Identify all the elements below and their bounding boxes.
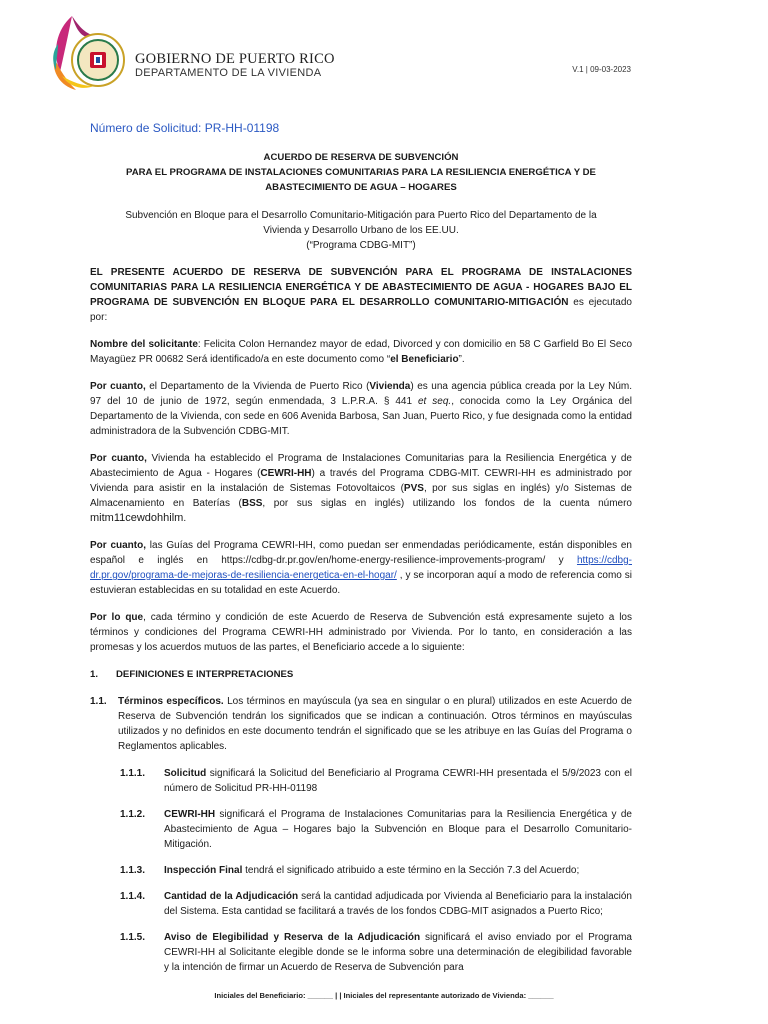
beneficiary-term: el Beneficiario (390, 354, 459, 365)
subtitle-line-2: Vivienda y Desarrollo Urbano de los EE.UU. (263, 225, 459, 236)
section-title: DEFINICIONES E INTERPRETACIONES (116, 669, 294, 680)
whereas-paragraph-1 (90, 379, 632, 439)
definition-number: 1.1.3. (120, 865, 146, 876)
document-title (90, 150, 632, 195)
italic-term: et seq. (417, 396, 452, 407)
definition-number: 1.1.2. (120, 809, 146, 820)
document-subtitle (90, 208, 632, 253)
text-span: , por sus siglas en inglés) utilizando los fondos de la cuenta número (262, 498, 632, 509)
intro-paragraph (90, 265, 632, 325)
account-number: mitm11cewdohhilm (90, 512, 184, 524)
definition-number: 1.1.4. (120, 891, 146, 902)
text-span: , cada término y condición de este Acuerdo de Reserva de Subvención está expresamente sujeto a los términos y condiciones del Programa CEWRI-HH administrado por Vivienda. Por lo tanto, en consideración a las promesas y los acuerdos mutuos de las partes, el Beneficiario accede a lo siguiente: (90, 612, 632, 653)
whereas-paragraph-3 (90, 538, 632, 598)
government-name: GOBIERNO DE PUERTO RICO (135, 51, 335, 67)
title-line-1: ACUERDO DE RESERVA DE SUBVENCIÓN (263, 152, 459, 163)
whereas-paragraph-2 (90, 451, 632, 526)
text-span: el Departamento de la Vivienda de Puerto Rico ( (145, 381, 370, 392)
definition-text (164, 889, 632, 919)
applicant-label: Nombre del solicitante (90, 339, 198, 350)
subtitle-line-1: Subvención en Bloque para el Desarrollo Comunitario-Mitigación para Puerto Rico del Departamento de la (125, 210, 597, 221)
clause-1-1 (90, 694, 632, 754)
definition-item (120, 766, 632, 796)
title-line-3: ABASTECIMIENTO DE AGUA – HOGARES (265, 182, 457, 193)
initials-footer: Iniciales del Beneficiario: ______ | | Iniciales del representante autorizado de Vivienda: ______ (214, 991, 554, 1000)
document-body (90, 150, 632, 986)
intro-rest: es ejecutado por: (90, 297, 632, 323)
text-span: , y se incorporan aquí a modo de referencia como si estuvieran establecidas en su totalidad en este Acuerdo. (90, 570, 632, 596)
application-number: Número de Solicitud: PR-HH-01198 (90, 121, 280, 135)
therefore-lead: Por lo que (90, 612, 144, 623)
bold-term: PVS (403, 483, 424, 494)
version-label: V.1 | 09-03-2023 (572, 65, 631, 74)
text-span: , conocida como la Ley Orgánica del Departamento de la Vivienda, con sede en 606 Avenida Barbosa, San Juan, Puerto Rico, y fue designada como la entidad administradora de la Subvención CDBG-MIT. (90, 396, 632, 437)
applicant-text: : Felicita Colon Hernandez mayor de edad, Divorced y con domicilio en 58 C Garfield Bo El Seco Mayagüez PR 00682 Será identificado/a en este documento como “ (90, 339, 633, 365)
clause-text (118, 694, 632, 754)
definition-term: Solicitud (164, 768, 207, 779)
text-span: significará el Programa de Instalaciones Comunitarias para la Resiliencia Energética y de Abastecimiento de Agua – Hogares bajo la Subvención en Bloque para el Desarrollo Comunitario-Mitigación. (164, 809, 632, 850)
text-span: será la cantidad adjudicada por Vivienda al Beneficiario para la instalación del Sistema. Esta cantidad se facilitará a través de los fondos CDBG-MIT asignados a Puerto Rico; (164, 891, 632, 917)
text-span: ) a través del Programa CDBG-MIT. CEWRI-HH es administrado por Vivienda para asistir en la instalación de Sistemas Fotovoltaicos ( (90, 468, 632, 494)
definition-term: CEWRI-HH (164, 809, 216, 820)
definition-item (120, 930, 632, 975)
whereas-lead: Por cuanto, (90, 540, 147, 551)
definition-number: 1.1.1. (120, 768, 146, 779)
text-span: . (183, 513, 187, 524)
logo-emblem-icon (50, 14, 134, 92)
subtitle-line-3: (“Programa CDBG-MIT”) (306, 240, 416, 251)
logo (50, 14, 340, 92)
text-span: , por sus siglas en inglés) y/o Sistemas de Almacenamiento en Baterías ( (90, 483, 632, 509)
section-number: 1. (90, 669, 99, 680)
bold-term: Vivienda (369, 381, 411, 392)
definition-text (164, 930, 632, 975)
definition-item (120, 807, 632, 852)
definition-term: Aviso de Elegibilidad y Reserva de la Adjudicación (164, 932, 421, 943)
bold-term: BSS (241, 498, 263, 509)
whereas-lead: Por cuanto, (90, 381, 146, 392)
therefore-paragraph (90, 610, 632, 655)
program-link[interactable]: https://cdbg-dr.pr.gov/programa-de-mejoras-de-resiliencia-energetica-en-el-hogar/ (90, 555, 632, 581)
text-span: Los términos en mayúscula (ya sea en singular o en plural) utilizados en este Acuerdo de Reserva de Subvención tendrán los significados que se indican a continuación. Otros términos en mayúsculas utilizados y no definidos en este documento tendrán el significado que se les atribuye en las Guías del Programa o Reglamentos aplicables. (118, 696, 632, 752)
department-name: DEPARTAMENTO DE LA VIVIENDA (135, 67, 322, 79)
text-span: significará el aviso enviado por el Programa CEWRI-HH al Solicitante elegible donde se le informa sobre una determinación de elegibilidad favorable y la intención de firmar un Acuerdo de Reserva de Subvención para (164, 932, 632, 973)
definition-text (164, 863, 632, 878)
whereas-lead: Por cuanto, (90, 453, 147, 464)
clause-number: 1.1. (90, 696, 107, 707)
text-span: tendrá el significado atribuido a este término en la Sección 7.3 del Acuerdo; (242, 865, 580, 876)
definition-term: Inspección Final (164, 865, 243, 876)
definition-number: 1.1.5. (120, 932, 146, 943)
bold-term: CEWRI-HH (260, 468, 312, 479)
definition-text (164, 807, 632, 852)
text-span: Vivienda ha establecido el Programa de Instalaciones Comunitarias para la Resiliencia Energética y de Abastecimiento de Agua - Hogares ( (90, 453, 632, 479)
definition-item (120, 863, 632, 878)
definition-text (164, 766, 632, 796)
definition-item (120, 889, 632, 919)
applicant-end: ”. (458, 354, 465, 365)
text-span: ) es una agencia pública creada por la Ley Núm. 97 del 10 de junio de 1972, según enmendada, 3 L.P.R.A. § 441 (90, 381, 632, 407)
section-heading (90, 667, 632, 682)
applicant-paragraph (90, 337, 632, 367)
definition-term: Cantidad de la Adjudicación (164, 891, 299, 902)
title-line-2: PARA EL PROGRAMA DE INSTALACIONES COMUNITARIAS PARA LA RESILIENCIA ENERGÉTICA Y DE (126, 167, 596, 178)
text-span: significará la Solicitud del Beneficiario al Programa CEWRI-HH presentada el 5/9/2023 con el número de Solicitud PR-HH-01198 (164, 768, 632, 794)
text-span: las Guías del Programa CEWRI-HH, como puedan ser enmendadas periódicamente, están disponibles en español e inglés en https://cdbg-dr.pr.gov/en/home-energy-resilience-improvements-program/ y (90, 540, 632, 566)
intro-bold: EL PRESENTE ACUERDO DE RESERVA DE SUBVENCIÓN PARA EL PROGRAMA DE INSTALACIONES COMUNITARIAS PARA LA RESILIENCIA ENERGÉTICA Y DE ABASTECIMIENTO DE AGUA - HOGARES BAJO EL PROGRAMA DE SUBVENCIÓN EN BLOQUE PARA EL DESARROLLO COMUNITARIO-MITIGACIÓN (90, 267, 632, 308)
clause-lead: Términos específicos. (118, 696, 224, 707)
